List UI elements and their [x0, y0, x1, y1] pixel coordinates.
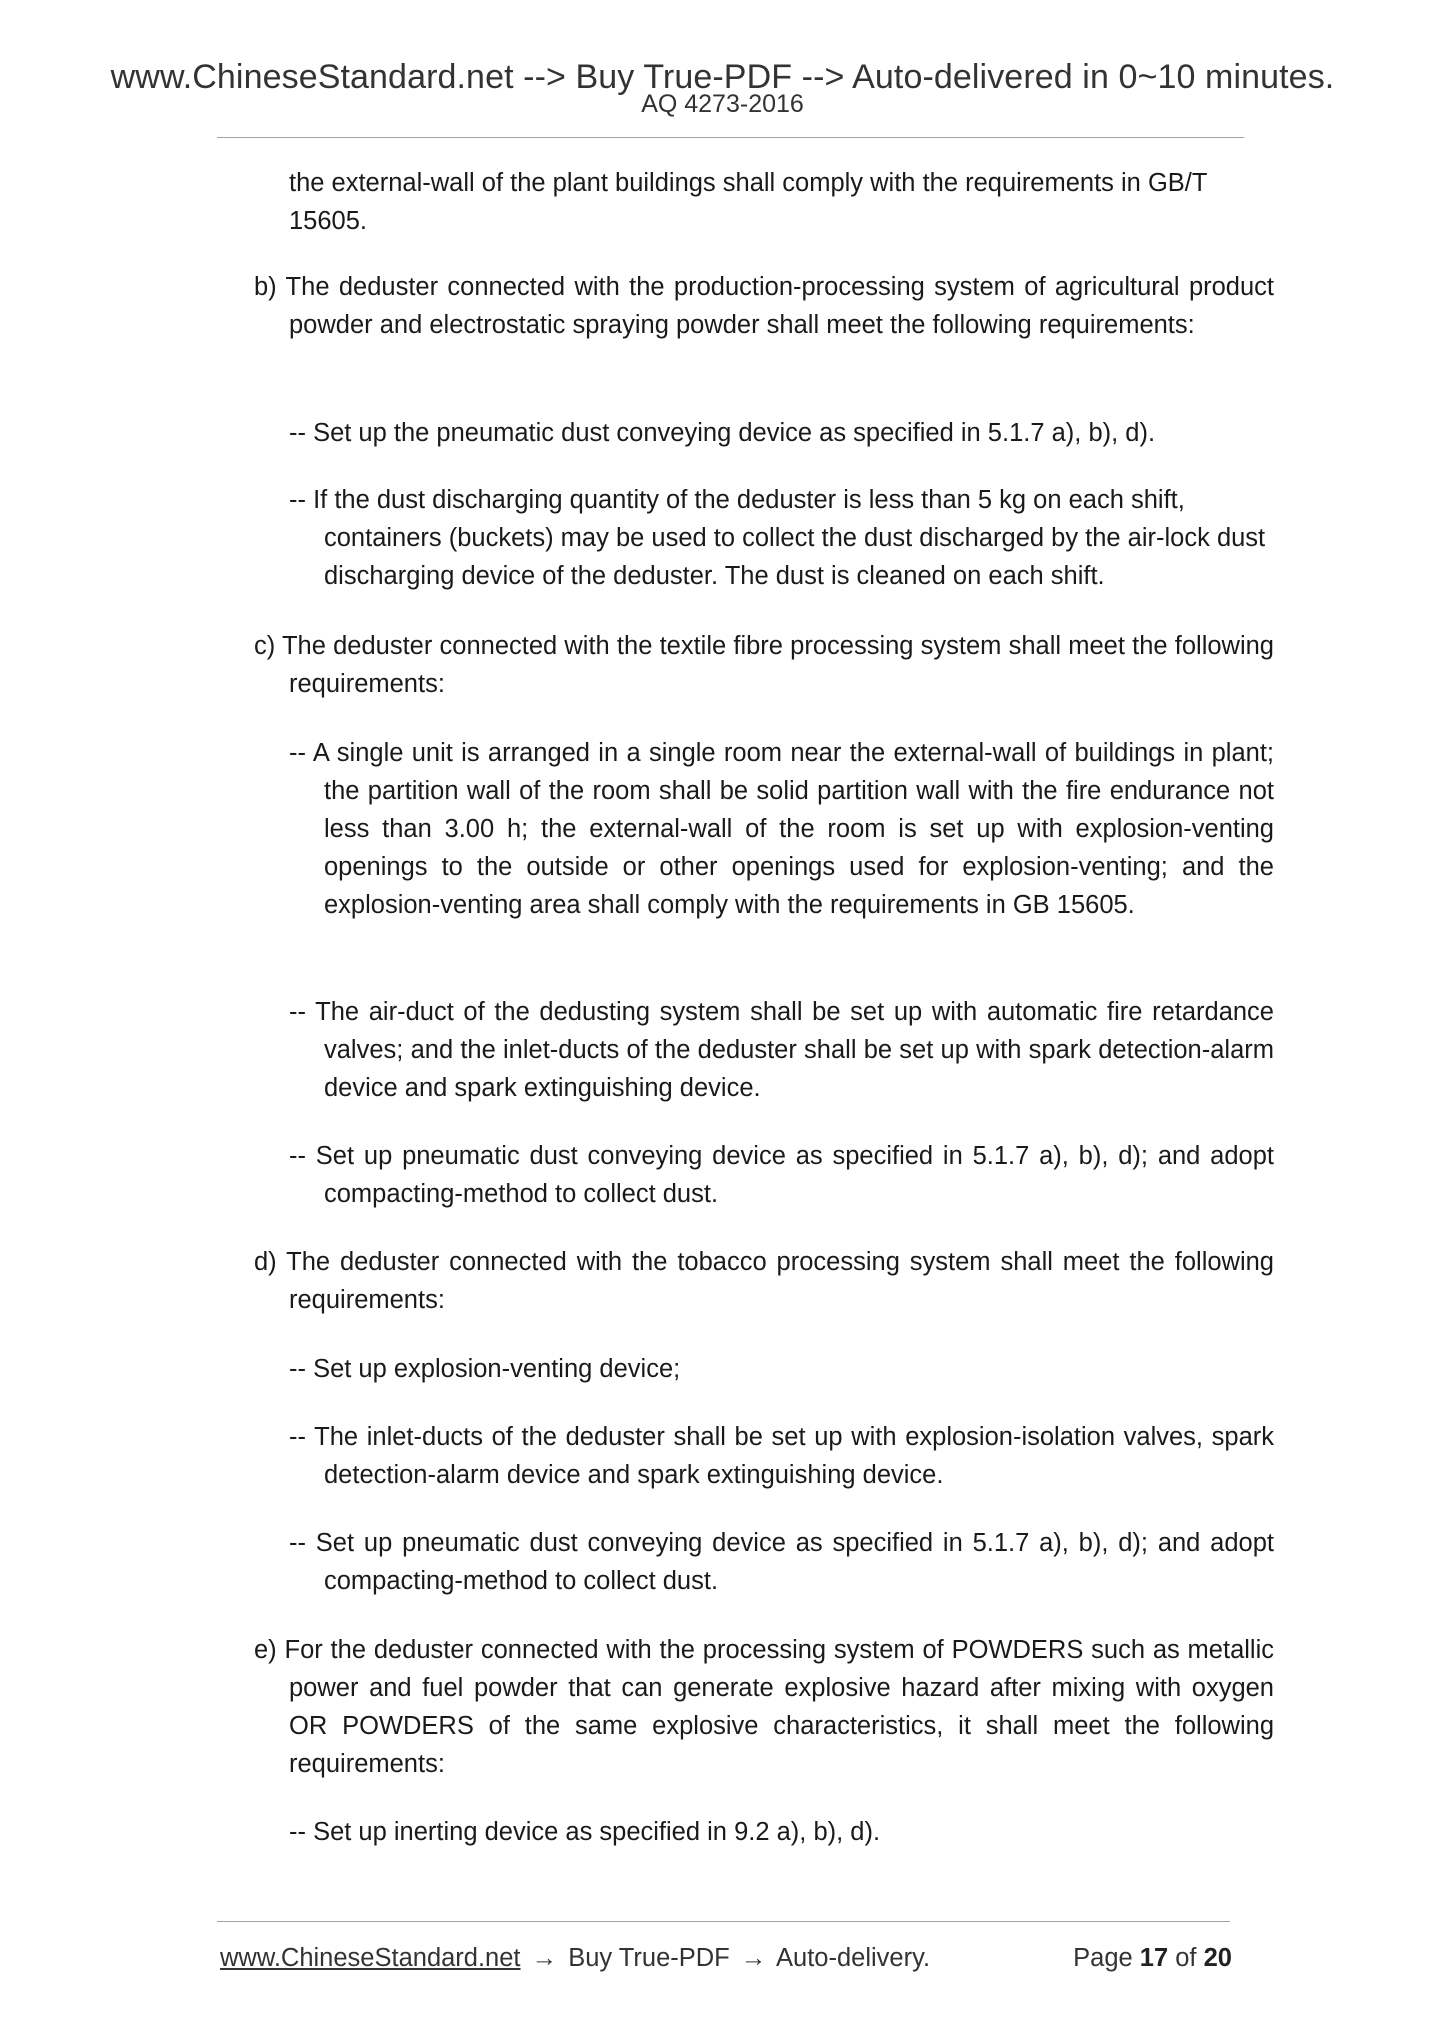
- footer-site-link[interactable]: www.ChineseStandard.net: [220, 1944, 521, 1972]
- header-divider: [217, 137, 1244, 138]
- list-item-e: e) For the deduster connected with the processing system of POWDERS such as metallic power and fuel powder that can generate explosive hazard after mixing with oxygen OR POWDERS of the same explosive characteristics, it shall meet the following requirements:: [254, 1636, 1274, 1778]
- footer-divider: [217, 1921, 1230, 1922]
- document-code: AQ 4273-2016: [641, 90, 804, 118]
- list-item-c: c) The deduster connected with the textile fibre processing system shall meet the following requirements:: [254, 632, 1274, 698]
- sub-item-d2: -- The inlet-ducts of the deduster shall be set up with explosion-isolation valves, spark detection-alarm device and spark extinguishing device.: [289, 1423, 1274, 1489]
- arrow-right-icon: →: [531, 1944, 558, 1972]
- page-footer: [220, 1940, 1232, 1976]
- sub-item-d1: -- Set up explosion-venting device;: [289, 1355, 681, 1383]
- header-banner-text[interactable]: www.ChineseStandard.net --> Buy True-PDF --> Auto-delivered in 0~10 minutes.: [110, 58, 1335, 96]
- sub-item-d3: -- Set up pneumatic dust conveying device as specified in 5.1.7 a), b), d); and adopt compacting-method to collect dust.: [289, 1529, 1274, 1595]
- footer-buy-link: Buy True-PDF: [568, 1944, 730, 1972]
- sub-item-e1: -- Set up inerting device as specified in 9.2 a), b), d).: [289, 1818, 881, 1846]
- current-page-number: 17: [1139, 1944, 1169, 1972]
- continued-paragraph: the external-wall of the plant buildings shall comply with the requirements in GB/T 15605.: [289, 169, 1207, 235]
- of-label: of: [1175, 1944, 1197, 1972]
- sub-item-c3: -- Set up pneumatic dust conveying device as specified in 5.1.7 a), b), d); and adopt compacting-method to collect dust.: [289, 1142, 1274, 1208]
- list-item-b: b) The deduster connected with the production-processing system of agricultural product powder and electrostatic spraying powder shall meet the following requirements:: [254, 273, 1274, 339]
- sub-item-c1: -- A single unit is arranged in a single room near the external-wall of buildings in plant; the partition wall of the room shall be solid partition wall with the fire endurance not less than 3.00 h; the external-wall of the room is set up with explosion-venting openings to the outside or other openings used for explosion-venting; and the explosion-venting area shall comply with the requirements in GB 15605.: [289, 739, 1274, 919]
- page-number: [1073, 1940, 1232, 1976]
- footer-delivery-text: Auto-delivery.: [776, 1944, 931, 1972]
- sub-item-b2: -- If the dust discharging quantity of the deduster is less than 5 kg on each shift, containers (buckets) may be used to collect the dust discharged by the air-lock dust discharging device of the deduster. The dust is cleaned on each shift.: [289, 486, 1266, 590]
- footer-links: [220, 1940, 930, 1976]
- page-label: Page: [1073, 1944, 1133, 1972]
- total-pages: 20: [1203, 1944, 1232, 1972]
- sub-item-b1: -- Set up the pneumatic dust conveying device as specified in 5.1.7 a), b), d).: [289, 419, 1156, 447]
- arrow-right-icon: →: [740, 1944, 767, 1972]
- list-item-d: d) The deduster connected with the tobacco processing system shall meet the following requirements:: [254, 1248, 1274, 1314]
- sub-item-c2: -- The air-duct of the dedusting system shall be set up with automatic fire retardance valves; and the inlet-ducts of the deduster shall be set up with spark detection-alarm device and spark extinguishing device.: [289, 998, 1274, 1102]
